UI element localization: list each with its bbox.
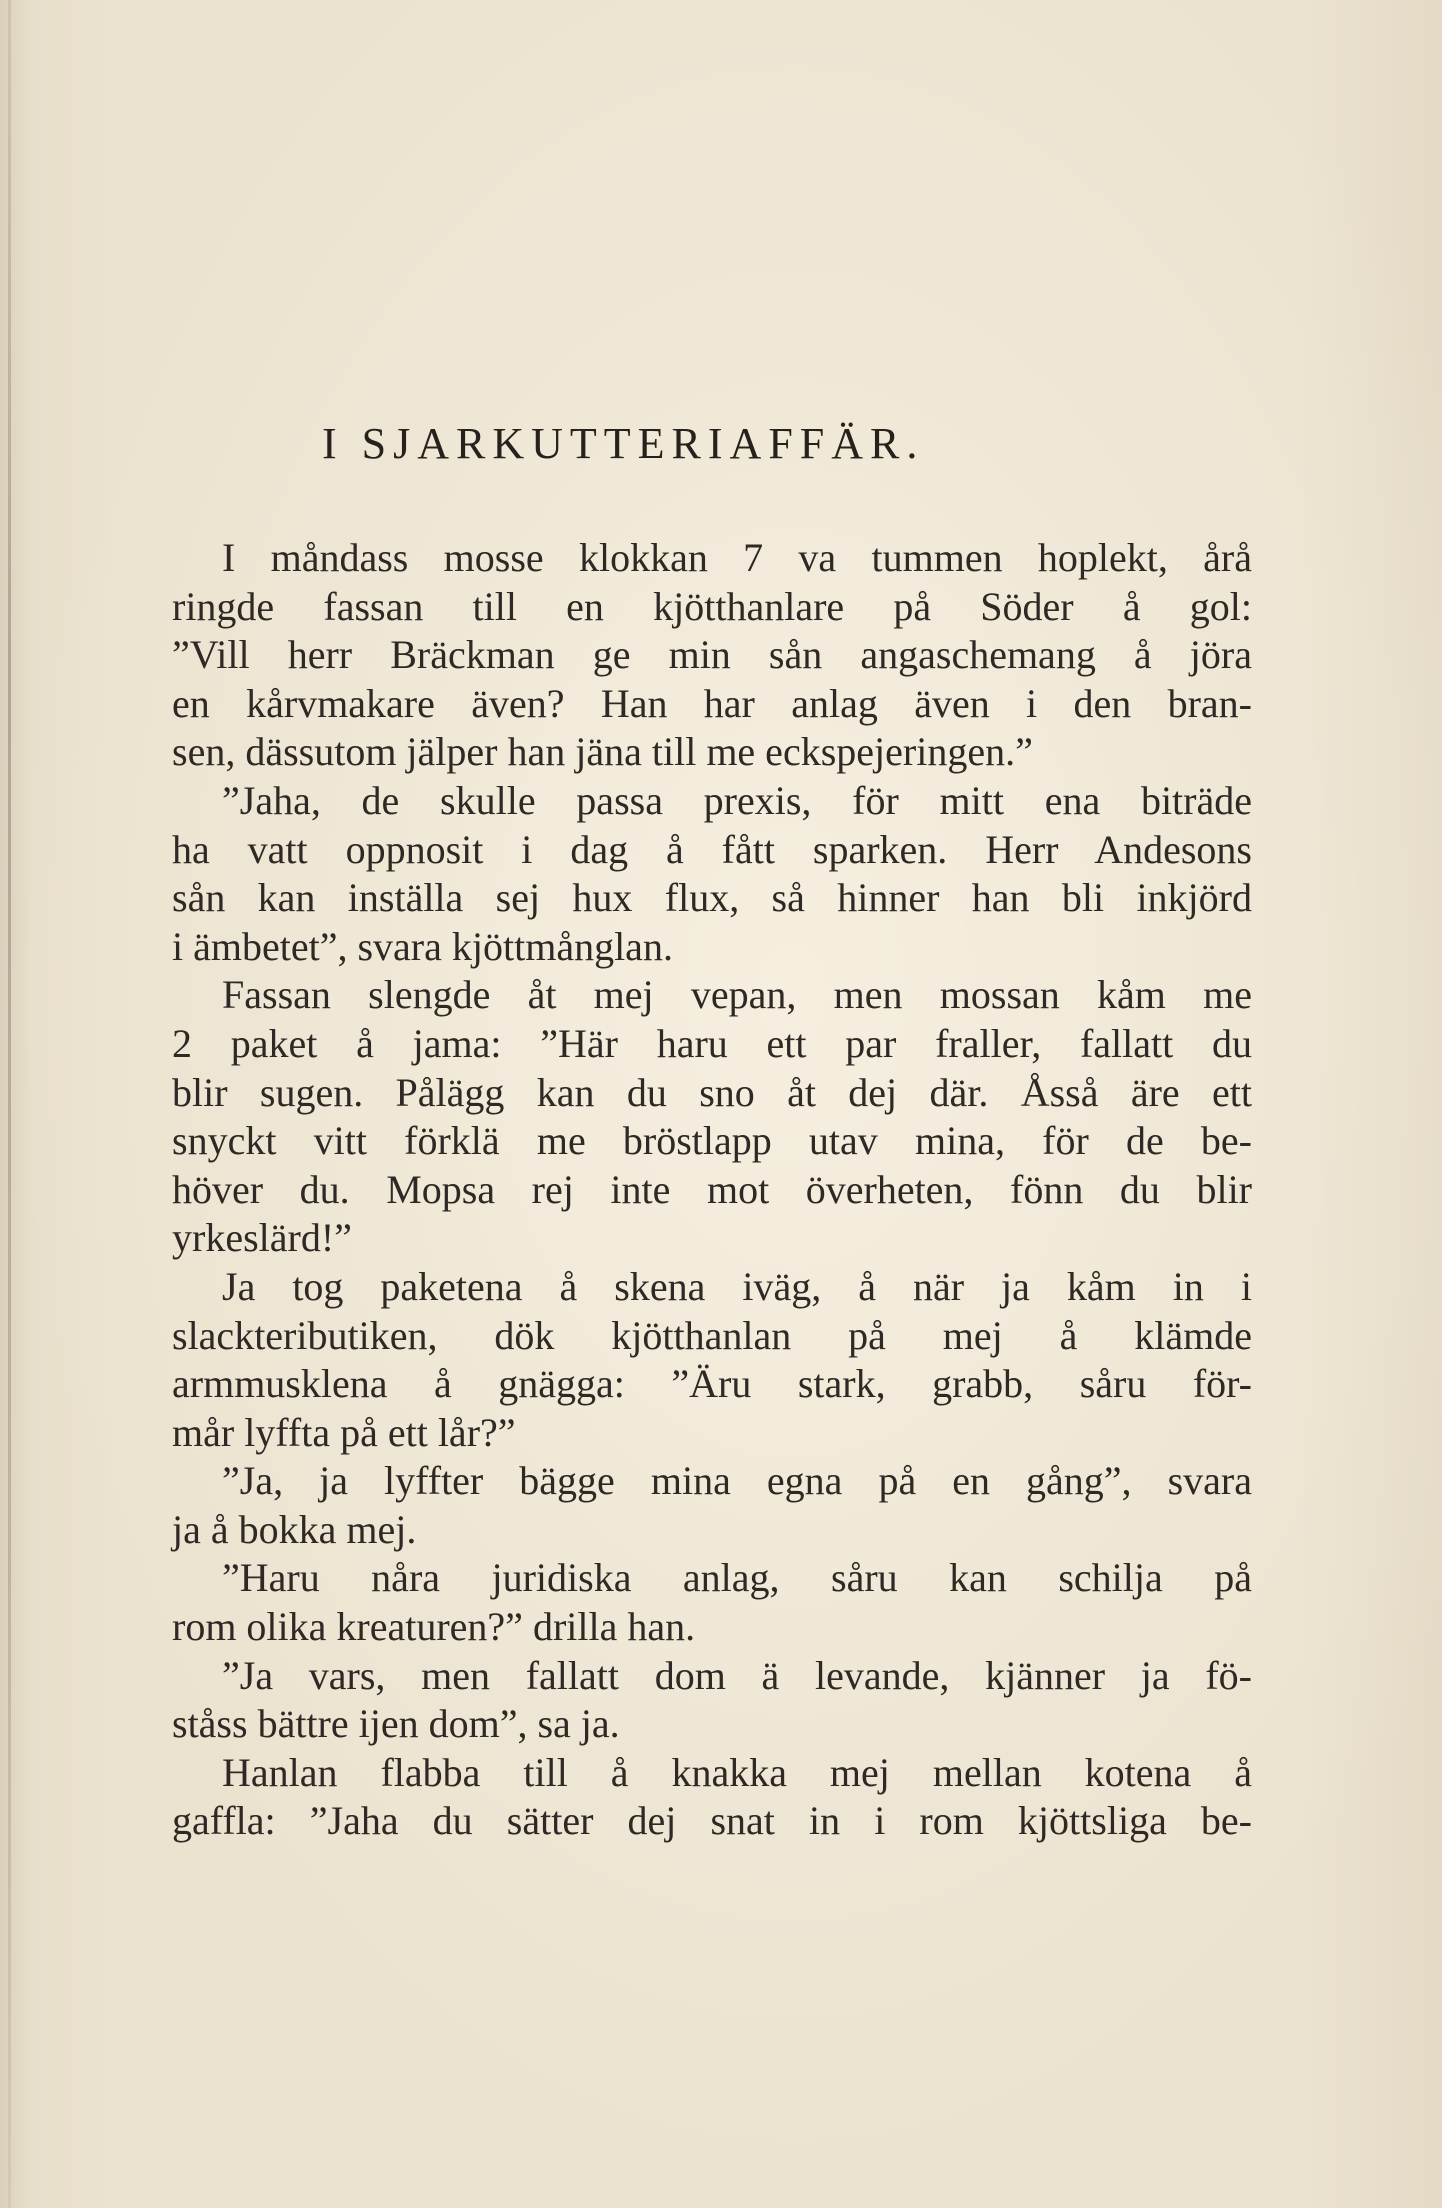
text-line: ”Haru nåra juridiska anlag, såru kan schilja på [222, 1555, 1252, 1601]
text-line: ha vatt oppnosit i dag å fått sparken. Herr Andesons [172, 826, 1252, 872]
text-line: ja å bokka mej. [172, 1506, 417, 1552]
text-line: Hanlan flabba till å knakka mej mellan kotena å [222, 1749, 1252, 1795]
text-line: Fassan slengde åt mej vepan, men mossan kåm me [222, 972, 1252, 1018]
text-line: ”Vill herr Bräckman ge min sån angaschemang å jöra [172, 632, 1252, 678]
page-gutter-edge [8, 0, 11, 2208]
text-line: blir sugen. Pålägg kan du sno åt dej där. Åsså äre ett [172, 1069, 1252, 1115]
text-line: ringde fassan till en kjötthanlare på Söder å gol: [172, 583, 1252, 629]
text-line: en kårvmakare även? Han har anlag även i den bran- [172, 680, 1252, 726]
text-line: 2 paket å jama: ”Här haru ett par fraller, fallatt du [172, 1020, 1252, 1066]
text-line: mår lyffta på ett lår?” [172, 1409, 516, 1455]
text-line: sen, dässutom jälper han jäna till me eckspejeringen.” [172, 729, 1033, 775]
chapter-title: I SJARKUTTERIAFFÄR. [322, 419, 925, 468]
text-line: I måndass mosse klokkan 7 va tummen hoplekt, årå [222, 535, 1252, 580]
text-line: gaffla: ”Jaha du sätter dej snat in i rom kjöttsliga be- [172, 1798, 1252, 1844]
text-line: armmusklena å gnägga: ”Äru stark, grabb, såru för- [172, 1361, 1252, 1407]
text-line: höver du. Mopsa rej inte mot överheten, fönn du blir [172, 1166, 1252, 1212]
text-line: ståss bättre ijen dom”, sa ja. [172, 1701, 620, 1747]
text-line: yrkeslärd!” [172, 1215, 352, 1261]
text-line: i ämbetet”, svara kjöttmånglan. [172, 923, 673, 969]
text-line: ”Jaha, de skulle passa prexis, för mitt ena biträde [222, 777, 1252, 823]
body-text [172, 534, 1252, 1846]
text-line: ”Ja, ja lyffter bägge mina egna på en gång”, svara [222, 1458, 1252, 1504]
text-line: slackteributiken, dök kjötthanlan på mej å klämde [172, 1312, 1252, 1358]
text-line: rom olika kreaturen?” drilla han. [172, 1604, 696, 1650]
text-line: Ja tog paketena å skena iväg, å när ja kåm in i [222, 1263, 1252, 1309]
text-line: ”Ja vars, men fallatt dom ä levande, kjänner ja fö- [222, 1652, 1252, 1698]
text-line: sån kan inställa sej hux flux, så hinner han bli inkjörd [172, 875, 1252, 921]
text-line: snyckt vitt förklä me bröstlapp utav mina, för de be- [172, 1118, 1252, 1164]
